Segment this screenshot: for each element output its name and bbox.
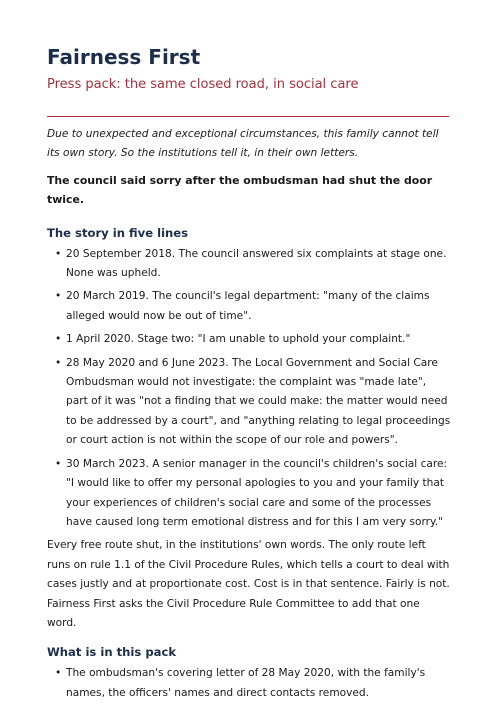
story-item: [47, 354, 451, 451]
story-heading: The story in five lines: [47, 225, 189, 240]
bullet-icon: •: [55, 247, 62, 260]
bullet-icon: •: [55, 333, 62, 346]
story-item: [47, 287, 451, 326]
pack-item-text: The ombudsman's covering letter of 28 May 2020, with the family's names, the officers' names and direct contacts removed.: [66, 667, 426, 699]
bullet-icon: •: [55, 667, 62, 680]
pack-item: [47, 664, 451, 703]
story-item: [47, 455, 451, 533]
summary-paragraph: Every free route shut, in the institutions' own words. The only route left runs on rule 1.1 of the Civil Procedure Rules, which tells a court to deal with cases justly and at proportionate cost. Cost is in that sentence. Fairly is not. Fairness First asks the Civil Procedure Rule Committee to add that one word.: [47, 539, 450, 629]
story-item-text: 20 March 2019. The council's legal department: "many of the claims alleged would now be out of time".: [66, 290, 430, 322]
pack-list: [47, 664, 451, 703]
bullet-icon: •: [55, 457, 62, 470]
main-content: [47, 125, 451, 707]
story-item: [47, 245, 451, 284]
story-item-text: 1 April 2020. Stage two: "I am unable to uphold your complaint.": [66, 333, 411, 346]
story-item-text: 30 March 2023. A senior manager in the council's children's social care: "I would like to offer my personal apologies to you and your family that your experiences of children's social care and some of the processes have caused long term emotional distress and for this I am very sorry.": [66, 457, 448, 528]
bullet-icon: •: [55, 290, 62, 303]
pack-heading: What is in this pack: [47, 645, 177, 660]
bullet-icon: •: [55, 356, 62, 369]
story-item-text: 28 May 2020 and 6 June 2023. The Local Government and Social Care Ombudsman would not investigate: the complaint was "made late", part of it was "not a finding that we could make: the matter would need to be addressed by a court", and "anything relating to legal proceedings or court action is not within the scope of our role and powers".: [66, 356, 451, 447]
intro-text: Due to unexpected and exceptional circumstances, this family cannot tell its own story. So the institutions tell it, in their own letters.: [47, 128, 439, 160]
header-divider: [47, 116, 449, 117]
page-subtitle: Press pack: the same closed road, in social care: [47, 77, 359, 92]
story-item-text: 20 September 2018. The council answered six complaints at stage one. None was upheld.: [66, 247, 447, 280]
lead-text: The council said sorry after the ombudsman had shut the door twice.: [47, 173, 433, 207]
page-title: Fairness First: [47, 45, 201, 69]
story-item: [47, 330, 451, 349]
story-list: [47, 245, 451, 533]
